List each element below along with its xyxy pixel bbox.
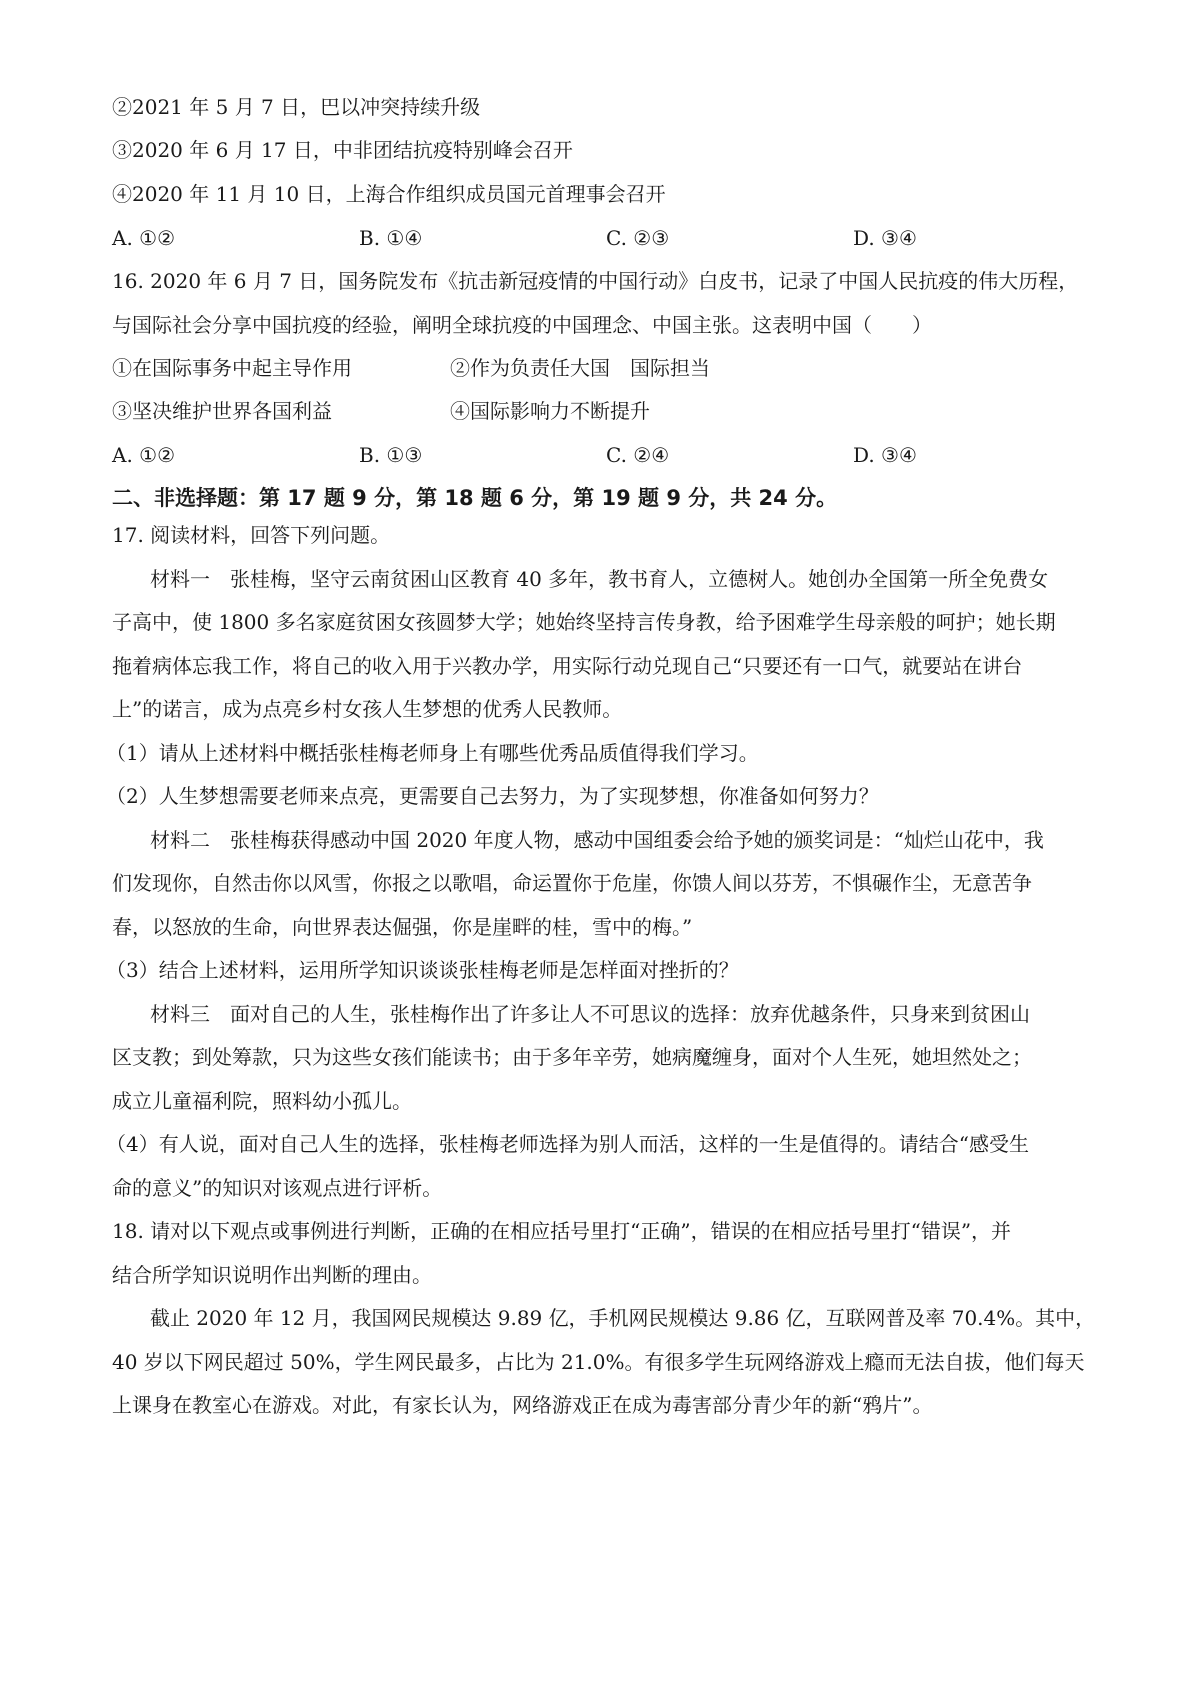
q16-option-c[interactable]: C. ②④ xyxy=(606,443,670,467)
q18-stem-line-2: 结合所学知识说明作出判断的理由。 xyxy=(112,1263,432,1287)
q16-statement-3: ③坚决维护世界各国利益 xyxy=(112,399,332,423)
q15-option-d[interactable]: D. ③④ xyxy=(853,226,917,250)
q17-subquestion-4-line-2: 命的意义”的知识对该观点进行评析。 xyxy=(112,1176,443,1200)
q17-material-1-line-1: 材料一 张桂梅，坚守云南贫困山区教育 40 多年，教书育人，立德树人。她创办全国第一所全免费女 xyxy=(150,567,1049,591)
q16-option-a[interactable]: A. ①② xyxy=(112,443,176,467)
q17-material-2-line-2: 们发现你，自然击你以风雪，你报之以歌唱，命运置你于危崖，你馈人间以芬芳，不惧碾作尘，无意苦争 xyxy=(112,871,1032,895)
q16-options xyxy=(112,441,1072,469)
q17-subquestion-4-line-1: （4）有人说，面对自己人生的选择，张桂梅老师选择为别人而活，这样的一生是值得的。请结合“感受生 xyxy=(106,1132,1029,1156)
q18-material-line-1: 截止 2020 年 12 月，我国网民规模达 9.89 亿，手机网民规模达 9.86 亿，互联网普及率 70.4%。其中， xyxy=(150,1306,1096,1330)
q17-material-1-line-2: 子高中，使 1800 多名家庭贫困女孩圆梦大学；她始终坚持言传身教，给予困难学生母亲般的呵护；她长期 xyxy=(112,610,1056,634)
q17-material-2-line-1: 材料二 张桂梅获得感动中国 2020 年度人物，感动中国组委会给予她的颁奖词是：“灿烂山花中，我 xyxy=(150,828,1044,852)
q16-option-d[interactable]: D. ③④ xyxy=(853,443,917,467)
q17-subquestion-1: （1）请从上述材料中概括张桂梅老师身上有哪些优秀品质值得我们学习。 xyxy=(106,741,759,765)
q17-subquestion-3: （3）结合上述材料，运用所学知识谈谈张桂梅老师是怎样面对挫折的？ xyxy=(106,958,739,982)
q16-stem-line-1: 16. 2020 年 6 月 7 日，国务院发布《抗击新冠疫情的中国行动》白皮书，记录了中国人民抗疫的伟大历程， xyxy=(112,269,1079,293)
q16-stem-line-2: 与国际社会分享中国抗疫的经验，阐明全球抗疫的中国理念、中国主张。这表明中国（ ） xyxy=(112,313,932,337)
q16-statement-4: ④国际影响力不断提升 xyxy=(450,399,650,423)
q17-material-3-line-3: 成立儿童福利院，照料幼小孤儿。 xyxy=(112,1089,412,1113)
q16-statements-row-1 xyxy=(112,354,1072,382)
q17-material-1-line-3: 拖着病体忘我工作，将自己的收入用于兴教办学，用实际行动兑现自己“只要还有一口气，就要站在讲台 xyxy=(112,654,1023,678)
q17-material-2-line-3: 春，以怒放的生命，向世界表达倔强，你是崖畔的桂，雪中的梅。” xyxy=(112,915,693,939)
q15-item-2: ②2021 年 5 月 7 日，巴以冲突持续升级 xyxy=(112,95,481,119)
q15-item-4: ④2020 年 11 月 10 日，上海合作组织成员国元首理事会召开 xyxy=(112,182,666,206)
q15-option-b[interactable]: B. ①④ xyxy=(359,226,423,250)
q16-statement-1: ①在国际事务中起主导作用 xyxy=(112,356,352,380)
q18-material-line-3: 上课身在教室心在游戏。对此，有家长认为，网络游戏正在成为毒害部分青少年的新“鸦片”。 xyxy=(112,1393,933,1417)
q17-stem: 17. 阅读材料，回答下列问题。 xyxy=(112,523,391,547)
q17-subquestion-2: （2）人生梦想需要老师来点亮，更需要自己去努力，为了实现梦想，你准备如何努力？ xyxy=(106,784,879,808)
q15-item-3: ③2020 年 6 月 17 日，中非团结抗疫特别峰会召开 xyxy=(112,138,573,162)
q16-statements-row-2 xyxy=(112,397,1072,425)
section-2-heading: 二、非选择题：第 17 题 9 分，第 18 题 6 分，第 19 题 9 分，共 24 分。 xyxy=(112,486,838,510)
q17-material-3-line-1: 材料三 面对自己的人生，张桂梅作出了许多让人不可思议的选择：放弃优越条件，只身来到贫困山 xyxy=(150,1002,1030,1026)
q17-material-3-line-2: 区支教；到处筹款，只为这些女孩们能读书；由于多年辛劳，她病魔缠身，面对个人生死，她坦然处之； xyxy=(112,1045,1032,1069)
q16-option-b[interactable]: B. ①③ xyxy=(359,443,423,467)
q17-material-1-line-4: 上”的诺言，成为点亮乡村女孩人生梦想的优秀人民教师。 xyxy=(112,697,623,721)
q15-option-a[interactable]: A. ①② xyxy=(112,226,176,250)
q18-material-line-2: 40 岁以下网民超过 50%，学生网民最多，占比为 21.0%。有很多学生玩网络游戏上瘾而无法自拔，他们每天 xyxy=(112,1350,1085,1374)
q15-option-c[interactable]: C. ②③ xyxy=(606,226,670,250)
q16-statement-2: ②作为负责任大国 国际担当 xyxy=(450,356,710,380)
q18-stem-line-1: 18. 请对以下观点或事例进行判断，正确的在相应括号里打“正确”，错误的在相应括号里打“错误”，并 xyxy=(112,1219,1012,1243)
q15-options xyxy=(112,224,1072,252)
